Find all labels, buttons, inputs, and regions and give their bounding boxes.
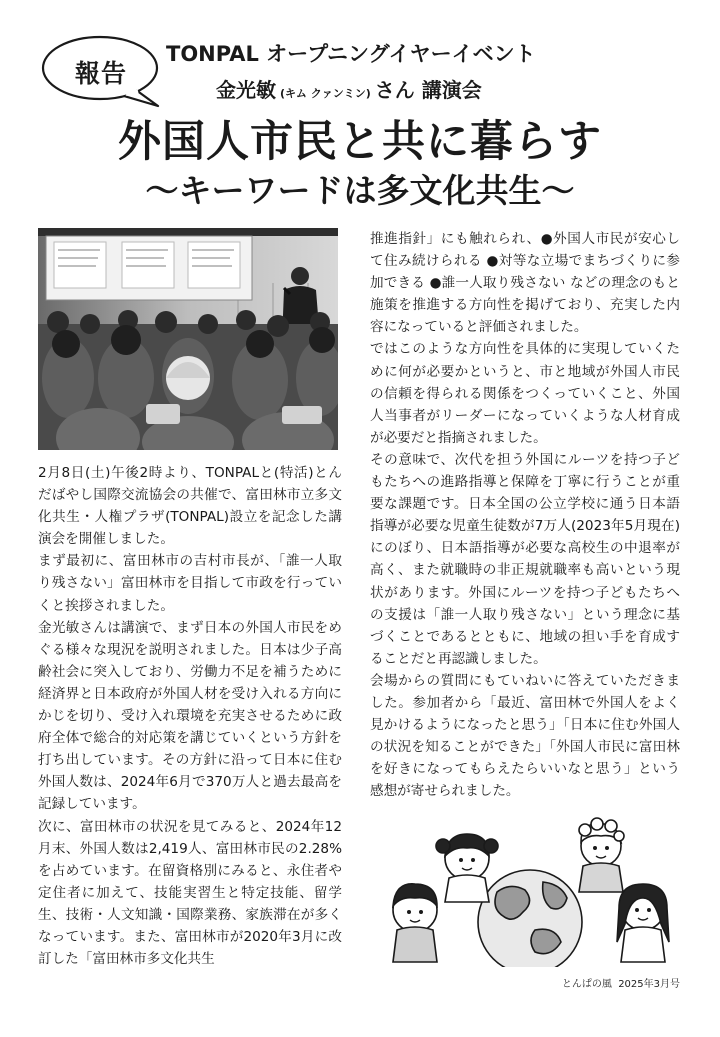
event-title: TONPAL オープニングイヤーイベント xyxy=(166,42,536,66)
main-title: 外国人市民と共に暮らす xyxy=(118,117,602,167)
speaker-name: 金光敏 xyxy=(216,78,276,102)
children-globe-illustration xyxy=(385,812,675,967)
article-paragraph: その意味で、次代を担う外国にルーツを持つ子どもたちへの進路指導と保障を丁寧に行うことが重要な課題です。日本全国の公立学校に通う日本語指導が必要な児童生徒数が7万人(2023年5月現在)にのぼり、日本語指導が必要な高校生の中退率が高く、また就職時の非正規就職率も高いという現状があります。外国にルーツを持つ子どもたちへの支援は「誰一人取り残さない」という理念に基づくことであるとともに、地域の担い手を育成することだと再認識しました。 xyxy=(370,451,680,667)
article-paragraph: ではこのような方向性を具体的に実現していくために何が必要かというと、市と地域が外国人市民の信頼を得られる関係をつくっていくこと、外国人当事者がリーダーになっていくような人材育成が必要だと指摘されました。 xyxy=(370,341,680,446)
publication-name: とんぱの風 xyxy=(561,979,612,990)
article-paragraph: 推進指針」にも触れられ、●外国人市民が安心して住み続けられる ●対等な立場でまちづくりに参加できる ●誰一人取り残さない などの理念のもと施策を推進する方向性を掲げており、充実した内容になっていると評価されました。 xyxy=(370,231,680,336)
article-paragraph: 次に、富田林市の状況を見てみると、2024年12月末、外国人数は2,419人、富田林市民の2.28%を占めています。在留資格別にみると、永住者や定住者に加えて、技能実習生と特定技能、留学生、技術・人文知識・国際業務、家族滞在が多くなっています。また、富田林市が2020年3月に改訂した「富田林市多文化共生 xyxy=(38,818,342,968)
page-footer xyxy=(530,975,680,990)
article-right-column xyxy=(370,228,680,802)
report-badge xyxy=(40,32,162,110)
speaker-reading: (キム クァンミン) xyxy=(280,87,371,100)
report-badge-label: 報告 xyxy=(74,59,127,88)
issue-date: 2025年3月号 xyxy=(618,979,680,990)
article-paragraph: まず最初に、富田林市の吉村市長が、「誰一人取り残さない」富田林市を目指して市政を行っていくと挨拶されました。 xyxy=(38,553,342,614)
globe-children-icon xyxy=(385,812,675,967)
article-left-column xyxy=(38,462,342,970)
article-paragraph: 2月8日(土)午後2時より、TONPALと(特活)とんだばやし国際交流協会の共催で、富田林市立多文化共生・人権プラザ(TONPAL)設立を記念した講演会を開催しました。 xyxy=(38,465,342,548)
article-paragraph: 会場からの質問にもていねいに答えていただきました。参加者から「最近、富田林で外国人をよく見かけるようになったと思う」「日本に住む外国人の状況を知ることができた」「外国人市民に富田林を好きになってもらえたらいいなと思う」という感想が寄せられました。 xyxy=(370,672,680,800)
lecture-photo-image xyxy=(38,228,338,450)
subtitle: 〜キーワードは多文化共生〜 xyxy=(145,171,575,210)
speaker-suffix: さん 講演会 xyxy=(374,78,482,102)
article-paragraph: 金光敏さんは講演で、まず日本の外国人市民をめぐる様々な現況を説明されました。日本は少子高齢社会に突入しており、労働力不足を補うために経済界と日本政府が外国人材を受け入れる方向にかじを切り、受け入れ環境を充実させるために政府全体で総合的対応策を講じていくという方針を打ち出しています。その方針に沿って日本に住む外国人数は、2024年6月で370万人と過去最高を記録しています。 xyxy=(38,619,342,813)
speaker-line xyxy=(216,74,616,103)
lecture-photo xyxy=(38,228,338,450)
